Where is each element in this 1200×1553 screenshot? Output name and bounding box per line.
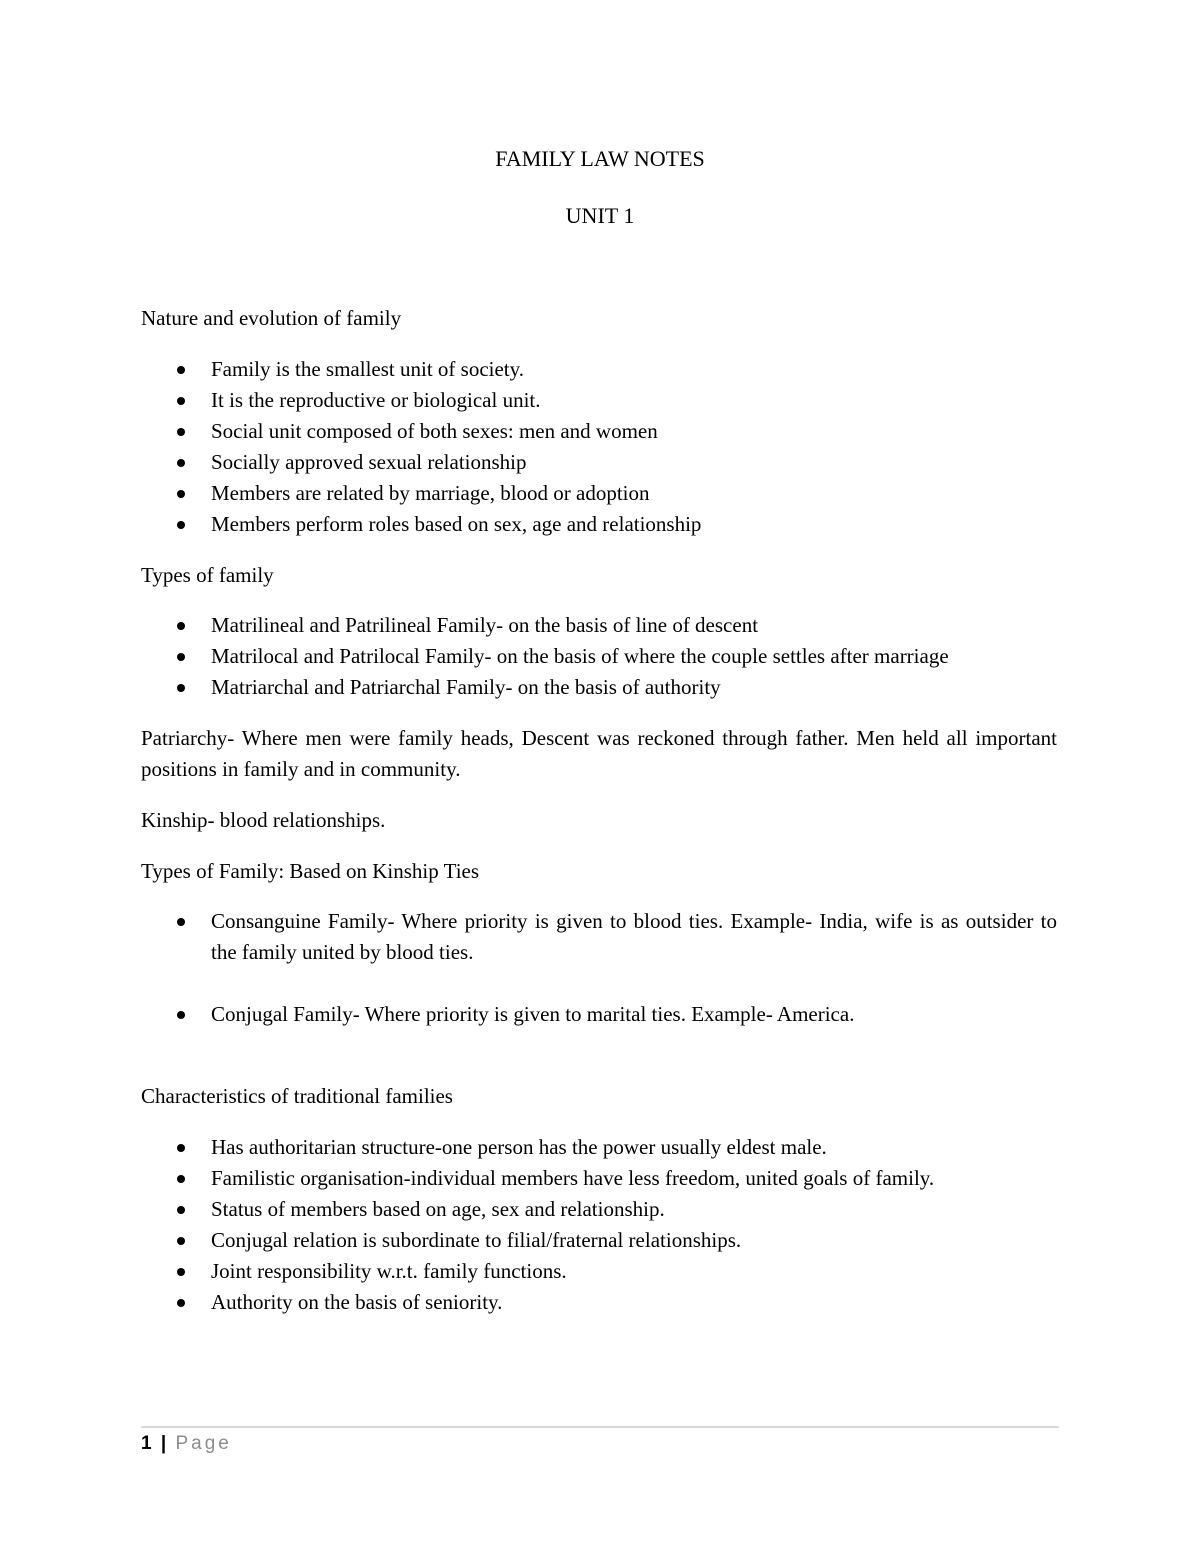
list-item: Socially approved sexual relationship [141,447,1061,478]
types-list [141,610,1061,703]
section-heading-nature: Nature and evolution of family [141,306,402,330]
page-label: Page [175,1433,232,1454]
kinship-types-list [141,906,1061,1030]
list-item: Has authoritarian structure-one person has the power usually eldest male. [141,1132,1061,1163]
page-footer [141,1433,232,1455]
list-item: Conjugal relation is subordinate to filial/fraternal relationships. [141,1225,1061,1256]
document-title: FAMILY LAW NOTES [495,146,705,171]
list-item: Family is the smallest unit of society. [141,354,1061,385]
list-item: Joint responsibility w.r.t. family functions. [141,1256,1061,1287]
list-item: Matrilocal and Patrilocal Family- on the basis of where the couple settles after marriage [141,641,1061,672]
list-item: Status of members based on age, sex and relationship. [141,1194,1061,1225]
list-item: Consanguine Family- Where priority is given to blood ties. Example- India, wife is as outsider to the family united by blood ties. [141,906,1057,968]
section-heading-types: Types of family [141,563,274,587]
nature-list [141,354,1061,540]
patriarchy-paragraph: Patriarchy- Where men were family heads, Descent was reckoned through father. Men held all important positions in family and in community. [141,726,1057,781]
kinship-paragraph: Kinship- blood relationships. [141,808,386,832]
section-heading-kinship-types: Types of Family: Based on Kinship Ties [141,859,480,883]
page-number: 1 [141,1433,152,1454]
page-separator: | [160,1433,167,1454]
list-item: Members perform roles based on sex, age and relationship [141,509,1061,540]
list-item: Members are related by marriage, blood or adoption [141,478,1061,509]
unit-heading: UNIT 1 [565,203,635,228]
list-item: It is the reproductive or biological unit. [141,385,1061,416]
list-item: Social unit composed of both sexes: men and women [141,416,1061,447]
list-item: Familistic organisation-individual members have less freedom, united goals of family. [141,1163,1061,1194]
traditional-list [141,1132,1061,1318]
list-item: Matrilineal and Patrilineal Family- on the basis of line of descent [141,610,1061,641]
list-item: Conjugal Family- Where priority is given to marital ties. Example- America. [141,999,1057,1030]
list-item: Matriarchal and Patriarchal Family- on the basis of authority [141,672,1061,703]
footer-divider [141,1426,1059,1428]
section-heading-traditional: Characteristics of traditional families [141,1084,453,1108]
list-item: Authority on the basis of seniority. [141,1287,1061,1318]
